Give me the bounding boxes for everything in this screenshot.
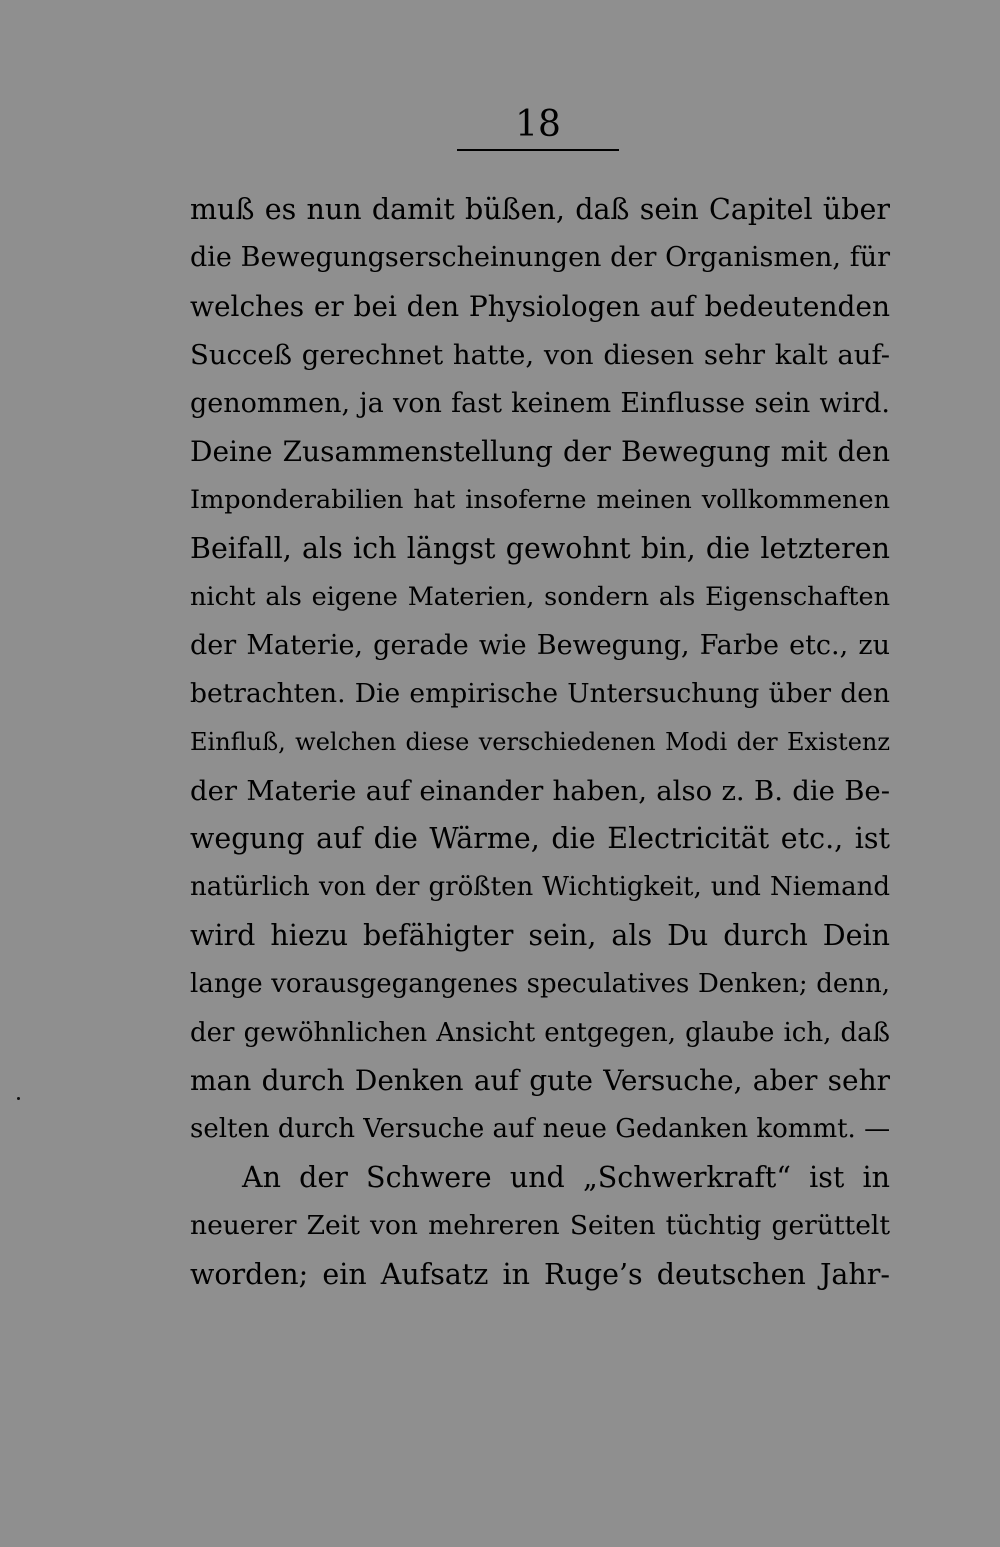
text-line: nicht als eigene Materien, sondern als Eigenschaften xyxy=(190,582,890,613)
text-line: welches er bei den Physiologen auf bedeutenden xyxy=(190,289,890,323)
text-line: genommen, ja von fast keinem Einflusse sein wird. xyxy=(190,387,890,419)
text-line: man durch Denken auf gute Versuche, aber sehr xyxy=(190,1064,890,1098)
text-line: wegung auf die Wärme, die Electricität etc., ist xyxy=(190,822,890,856)
text-line: worden; ein Aufsatz in Ruge’s deutschen Jahr- xyxy=(190,1257,890,1291)
page-number: 18 xyxy=(515,104,561,145)
text-line: der Materie, gerade wie Bewegung, Farbe etc., zu xyxy=(190,629,890,661)
body-text xyxy=(190,186,890,1299)
text-line: Imponderabilien hat insoferne meinen vollkommenen xyxy=(190,485,890,516)
text-line: muß es nun damit büßen, daß sein Capitel über xyxy=(190,193,890,226)
text-line: wird hiezu befähigter sein, als Du durch Dein xyxy=(190,918,890,952)
text-line: An der Schwere und „Schwerkraft“ ist in xyxy=(242,1160,890,1194)
text-line: Beifall, als ich längst gewohnt bin, die letzteren xyxy=(190,531,890,565)
text-line: selten durch Versuche auf neue Gedanken kommt. — xyxy=(190,1114,891,1145)
scan-speck xyxy=(17,1097,20,1100)
text-line: die Bewegungserscheinungen der Organismen, für xyxy=(190,242,890,274)
text-line: Deine Zusammenstellung der Bewegung mit den xyxy=(190,434,890,468)
text-line: der gewöhnlichen Ansicht entgegen, glaube ich, daß xyxy=(190,1017,890,1048)
text-line: Einfluß, welchen diese verschiedenen Modi der Existenz xyxy=(190,728,890,757)
text-line: Succeß gerechnet hatte, von diesen sehr kalt auf- xyxy=(190,339,890,372)
text-line: lange vorausgegangenes speculatives Denken; denn, xyxy=(190,969,890,1000)
text-line: neuerer Zeit von mehreren Seiten tüchtig gerüttelt xyxy=(190,1210,890,1242)
header-rule xyxy=(457,149,619,151)
text-line: der Materie auf einander haben, also z. B. die Be- xyxy=(190,774,890,807)
text-line: natürlich von der größten Wichtigkeit, und Niemand xyxy=(190,872,890,903)
text-line: betrachten. Die empirische Untersuchung über den xyxy=(190,677,890,709)
